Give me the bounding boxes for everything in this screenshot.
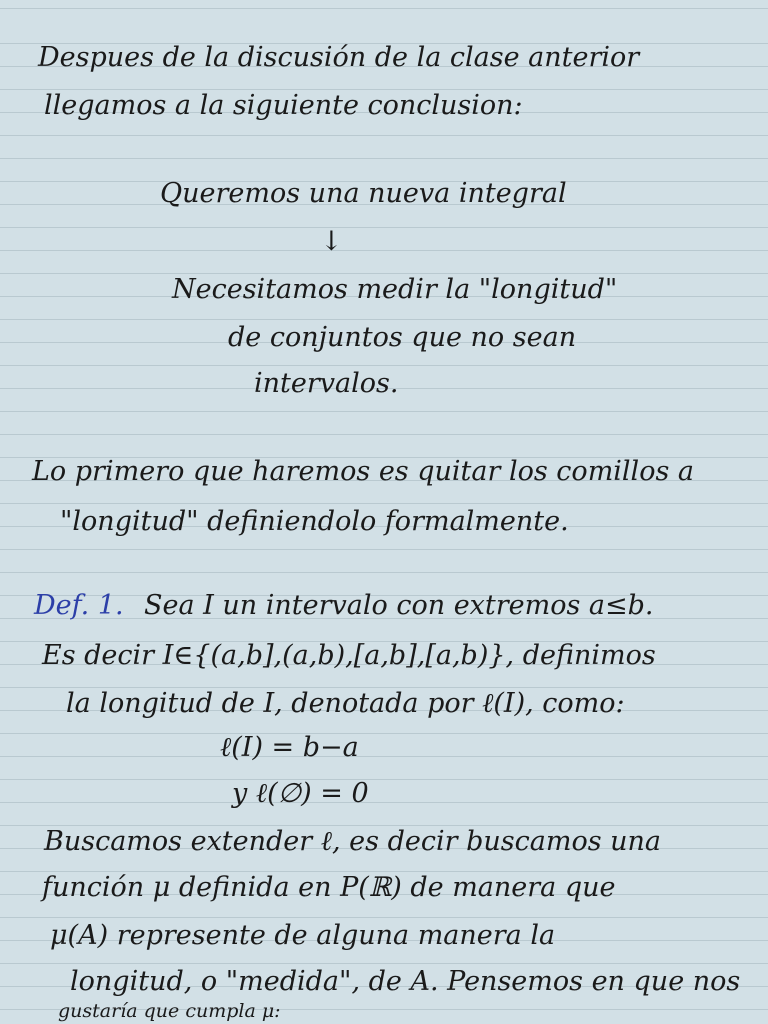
text-line-6: intervalos.	[254, 368, 399, 399]
text-line-10: Es decir I∈{(a,b],(a,b),[a,b],[a,b)}, definimos	[42, 640, 656, 671]
definition-label: Def. 1.	[34, 590, 124, 621]
text-line-2: llegamos a la siguiente conclusion:	[44, 90, 523, 121]
text-line-5: de conjuntos que no sean	[228, 322, 577, 353]
text-line-16: μ(A) represente de alguna manera la	[50, 920, 556, 951]
text-line-7: Lo primero que haremos es quitar los comillos a	[32, 456, 694, 487]
text-line-15: función μ definida en P(ℝ) de manera que	[42, 872, 616, 903]
down-arrow-icon: ↓	[320, 226, 343, 257]
text-line-8: "longitud" definiendolo formalmente.	[60, 506, 569, 537]
text-line-3: Queremos una nueva integral	[160, 178, 567, 209]
formula-length: ℓ(I) = b−a	[220, 732, 359, 763]
text-line-14: Buscamos extender ℓ, es decir buscamos una	[44, 826, 662, 857]
text-line-11: la longitud de I, denotada por ℓ(I), como:	[66, 688, 625, 719]
text-line-17: longitud, o "medida", de A. Pensemos en que nos	[70, 966, 741, 997]
formula-empty-set: y ℓ(∅) = 0	[232, 778, 369, 809]
text-line-4: Necesitamos medir la "longitud"	[172, 274, 618, 305]
text-line-1: Despues de la discusión de la clase anterior	[38, 42, 640, 73]
text-line-18: gustaría que cumpla μ:	[58, 1000, 281, 1022]
text-line-9: Sea I un intervalo con extremos a≤b.	[144, 590, 654, 621]
